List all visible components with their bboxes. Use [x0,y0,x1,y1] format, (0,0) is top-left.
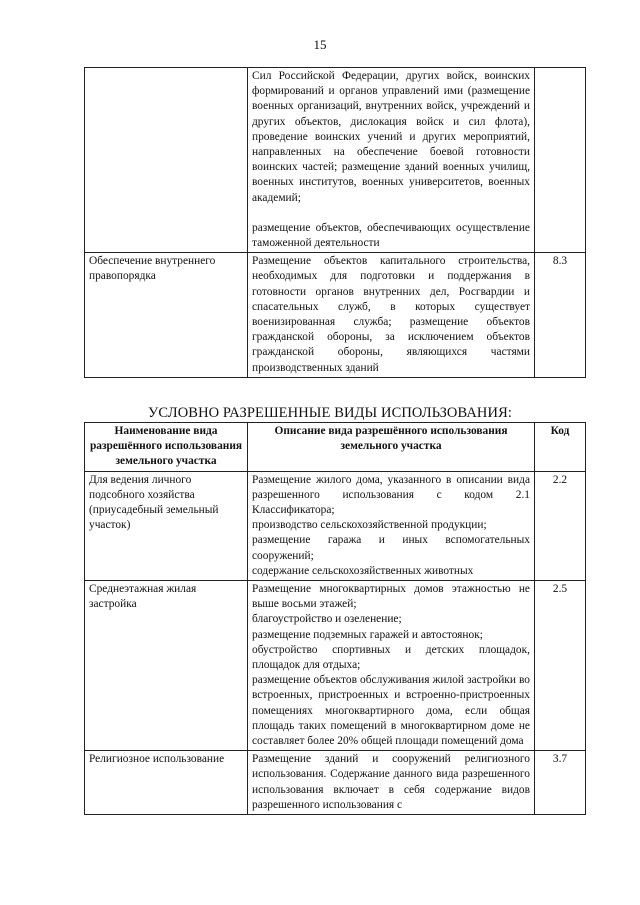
section-title: УСЛОВНО РАЗРЕШЕННЫЕ ВИДЫ ИСПОЛЬЗОВАНИЯ: [148,405,512,421]
use-name-cell [85,68,248,253]
table-header-row [85,423,586,472]
table-row [85,253,586,378]
permitted-uses-table-continued [84,67,586,378]
use-description-cell [248,68,535,253]
use-code-cell: 2.5 [535,581,586,751]
use-code-cell: 3.7 [535,751,586,815]
description-line: Размещение жилого дома, указанного в описании вида разрешенного использования с кодом 2.1 Классификатора; [252,473,530,517]
use-code-cell [535,68,586,253]
header-description: Описание вида разрешённого использования земельного участка [248,423,535,472]
use-name-cell: Для ведения личного подсобного хозяйства (приусадебный земельный участок) [85,471,248,580]
description-line: Размещение зданий и сооружений религиозного использования. Содержание данного вида разрешенного использования включает в себя содержание видов разрешенного использования с [252,753,530,811]
table-row [85,471,586,580]
table-row [85,581,586,751]
use-code-cell: 8.3 [535,253,586,378]
description-line: содержание сельскохозяйственных животных [252,564,474,577]
use-description-cell [248,471,535,580]
table-row [85,751,586,815]
description-line: размещение объектов, обеспечивающих осуществление таможенной деятельности [252,221,530,250]
header-name: Наименование вида разрешённого использования земельного участка [85,423,248,472]
page-number: 15 [313,37,327,52]
use-name-cell: Религиозное использование [85,751,248,815]
use-name-cell: Среднеэтажная жилая застройка [85,581,248,751]
use-description-cell [248,751,535,815]
conditional-uses-table [84,422,586,815]
description-line: размещение подземных гаражей и автостоянок; [252,628,483,641]
table-row [85,68,586,253]
description-line: благоустройство и озеленение; [252,613,402,626]
description-line: размещение гаража и иных вспомогательных сооружений; [252,534,530,562]
use-description-cell [248,581,535,751]
description-line: размещение объектов обслуживания жилой застройки во встроенных, пристроенных и встроенно-пристроенных помещениях многоквартирного дома, если общая площадь таких помещений в многоквартирном доме не составляет более 20% общей площади помещений дома [252,674,530,748]
description-line: Сил Российской Федерации, других войск, воинских формирований и органов управлений ими (размещение военных организаций, внутренних войск, учреждений и других объектов, дислокация войск и сил флота), проведение воинских учений и других мероприятий, направленных на обеспечение боевой готовности воинских частей; размещение зданий военных училищ, военных институтов, военных университетов, военных академий; [252,70,530,204]
description-line: Размещение многоквартирных домов этажностью не выше восьми этажей; [252,583,530,611]
blank-line [252,206,530,221]
use-name-cell: Обеспечение внутреннего правопорядка [85,253,248,378]
header-code: Код [535,423,586,472]
description-line: производство сельскохозяйственной продукции; [252,519,487,532]
use-description-cell [248,253,535,378]
use-code-cell: 2.2 [535,471,586,580]
description-line: обустройство спортивных и детских площадок, площадок для отдыха; [252,643,530,672]
description-line: Размещение объектов капитального строительства, необходимых для подготовки и поддержания в готовности органов внутренних дел, Росгвардии и спасательных служб, в которых существует военизированная служба; размещение объектов гражданской обороны, за исключением объектов гражданской обороны, являющихся частями производственных зданий [252,255,530,374]
